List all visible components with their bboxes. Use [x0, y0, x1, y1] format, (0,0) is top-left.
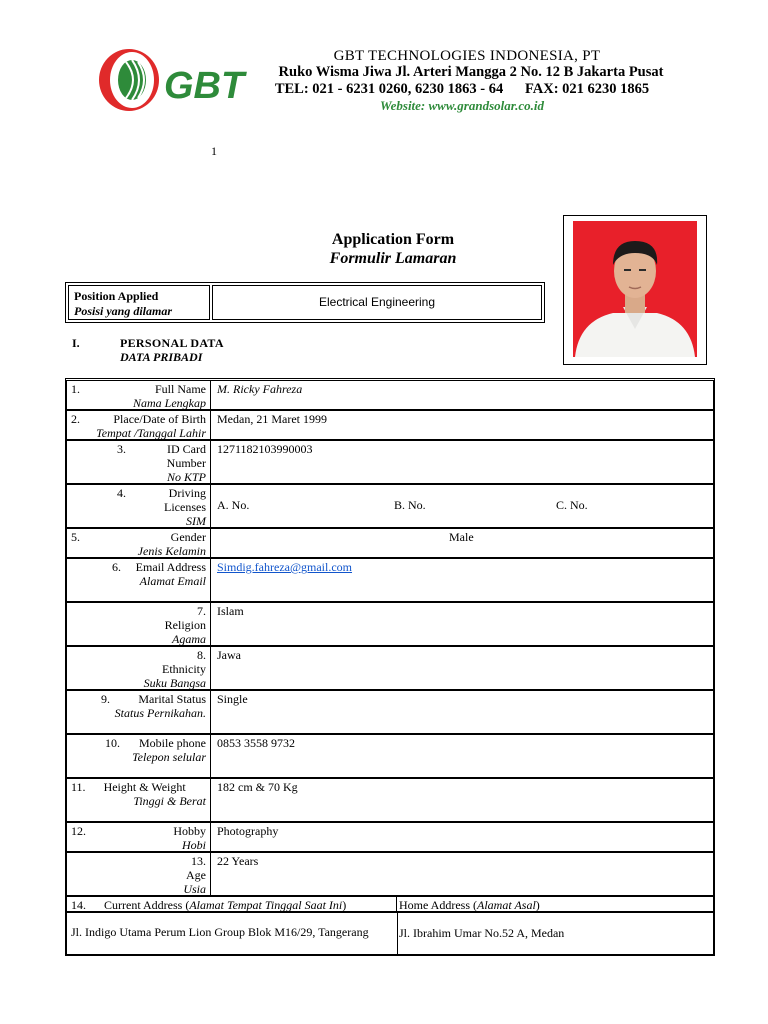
row-label [67, 779, 211, 821]
form-title: Application Form [331, 231, 455, 248]
position-applied-value[interactable]: Electrical Engineering [212, 285, 542, 320]
row-number: 3. [117, 442, 126, 456]
label-id: No KTP [166, 470, 206, 484]
position-label-id: Posisi yang dilamar [74, 304, 173, 318]
row-number: 6. [112, 560, 121, 574]
row-height-weight [66, 778, 714, 822]
row-label [67, 559, 211, 601]
label-id: Usia [183, 882, 206, 896]
sim-c-value[interactable]: C. No. [556, 498, 588, 512]
label-en: Full Name [155, 382, 206, 396]
row-religion [66, 602, 714, 646]
current-address-value[interactable]: Jl. Indigo Utama Perum Lion Group Blok M16/29, Tangerang [67, 913, 398, 954]
label-id: Agama [172, 632, 206, 646]
label-id: Hobi [182, 838, 206, 852]
full-name-value[interactable] [215, 381, 304, 397]
label-id: Status Pernikahan. [114, 706, 206, 720]
label-id: Suku Bangsa [143, 676, 206, 690]
current-address-label: 14. Current Address (Alamat Tempat Tinggal Saat Ini) [67, 897, 397, 913]
section-subtitle: DATA PRIBADI [120, 350, 203, 364]
label-id: Alamat Tempat Tinggal Saat Ini [189, 898, 343, 912]
label-en: Marital Status [138, 692, 206, 706]
label-en: Gender [170, 530, 206, 544]
age-value[interactable]: 22 Years [217, 854, 259, 868]
row-birth [66, 410, 714, 440]
hobby-value[interactable]: Photography [217, 824, 279, 838]
label-en: Mobile phone [139, 736, 206, 750]
applicant-photo-frame [563, 215, 707, 365]
company-name: GBT TECHNOLOGIES INDONESIA, PT [333, 48, 601, 64]
logo-text: GBT [164, 65, 245, 107]
label-en: Driving Licenses [164, 486, 206, 514]
birth-value[interactable]: Medan, 21 Maret 1999 [217, 412, 327, 426]
id-card-value[interactable]: 1271182103990003 [217, 442, 313, 456]
row-number: 12. [71, 824, 86, 838]
row-number: 10. [105, 736, 120, 750]
label-id: Jenis Kelamin [137, 544, 206, 558]
row-number: 2. [71, 412, 80, 426]
label-id: SIM [186, 514, 206, 528]
religion-value[interactable]: Islam [217, 604, 244, 618]
row-label [67, 647, 211, 689]
row-address-header [66, 896, 714, 912]
personal-data-table [65, 378, 715, 956]
row-number: 7. [197, 604, 206, 618]
row-gender [66, 528, 714, 558]
row-number: 13. [191, 854, 206, 868]
label-en: ID Card Number [166, 442, 206, 470]
position-applied-box [65, 282, 545, 323]
row-label [67, 441, 211, 483]
row-number: 5. [71, 530, 80, 544]
row-label [67, 823, 211, 851]
row-label [67, 691, 211, 733]
row-age [66, 852, 714, 896]
ethnicity-value[interactable]: Jawa [217, 648, 241, 662]
label-en: Ethnicity [162, 662, 206, 676]
sim-a-value[interactable]: A. No. [217, 498, 250, 512]
company-phone-fax: TEL: 021 - 6231 0260, 6230 1863 - 64 FAX: 021 6230 1865 [274, 81, 650, 97]
form-subtitle: Formulir Lamaran [329, 250, 457, 267]
home-address-label: Home Address (Alamat Asal) [399, 898, 540, 912]
label-id: Tempat /Tanggal Lahir [96, 426, 206, 440]
gender-value[interactable]: Male [449, 530, 474, 544]
row-number: 8. [197, 648, 206, 662]
row-address-values [66, 912, 714, 955]
row-mobile-phone [66, 734, 714, 778]
row-number: 1. [71, 382, 80, 396]
position-label-en: Position Applied [74, 289, 159, 303]
row-id-card [66, 440, 714, 484]
row-label [67, 603, 211, 645]
label-id: Telepon selular [132, 750, 206, 764]
row-full-name [66, 380, 714, 410]
row-label [67, 381, 211, 409]
label-en: Place/Date of Birth [113, 412, 206, 426]
label-id: Tinggi & Berat [133, 794, 206, 808]
row-number: 4. [117, 486, 126, 500]
row-marital-status [66, 690, 714, 734]
label-id: Alamat Asal [477, 898, 536, 912]
label-en: Current Address [104, 898, 183, 912]
full-name-text: M. Ricky Fahreza [217, 382, 303, 396]
row-label [67, 853, 211, 895]
label-en: Height & Weight [103, 780, 186, 794]
label-id: Nama Lengkap [133, 396, 206, 410]
row-label [67, 529, 211, 557]
label-en: Religion [164, 618, 206, 632]
page-number: 1 [211, 144, 217, 158]
row-label [67, 411, 211, 439]
row-email [66, 558, 714, 602]
email-link[interactable]: Simdig.fahreza@gmail.com [217, 560, 353, 574]
row-driving-licenses [66, 484, 714, 528]
label-en: Hobby [173, 824, 206, 838]
row-hobby [66, 822, 714, 852]
home-address-value[interactable]: Jl. Ibrahim Umar No.52 A, Medan [399, 926, 565, 940]
row-number: 14. [71, 898, 86, 912]
applicant-photo [573, 221, 697, 357]
position-applied-label [68, 285, 210, 320]
label-id: Alamat Email [139, 574, 206, 588]
sim-b-value[interactable]: B. No. [394, 498, 426, 512]
mobile-phone-value[interactable]: 0853 3558 9732 [217, 736, 295, 750]
label-en: Email Address [135, 560, 206, 574]
company-logo [96, 46, 250, 114]
row-ethnicity [66, 646, 714, 690]
row-number: 9. [101, 692, 110, 706]
company-website[interactable]: Website: www.grandsolar.co.id [380, 98, 544, 113]
label-en: Age [186, 868, 206, 882]
row-label [67, 735, 211, 777]
row-label [67, 485, 211, 527]
section-title: PERSONAL DATA [120, 336, 224, 350]
row-number: 11. [71, 780, 86, 794]
section-number: I. [72, 336, 80, 350]
height-weight-value[interactable]: 182 cm & 70 Kg [217, 780, 298, 794]
company-address: Ruko Wisma Jiwa Jl. Arteri Mangga 2 No. 12 B Jakarta Pusat [278, 64, 664, 80]
marital-status-value[interactable]: Single [217, 692, 248, 706]
label-en: Home Address [399, 898, 470, 912]
